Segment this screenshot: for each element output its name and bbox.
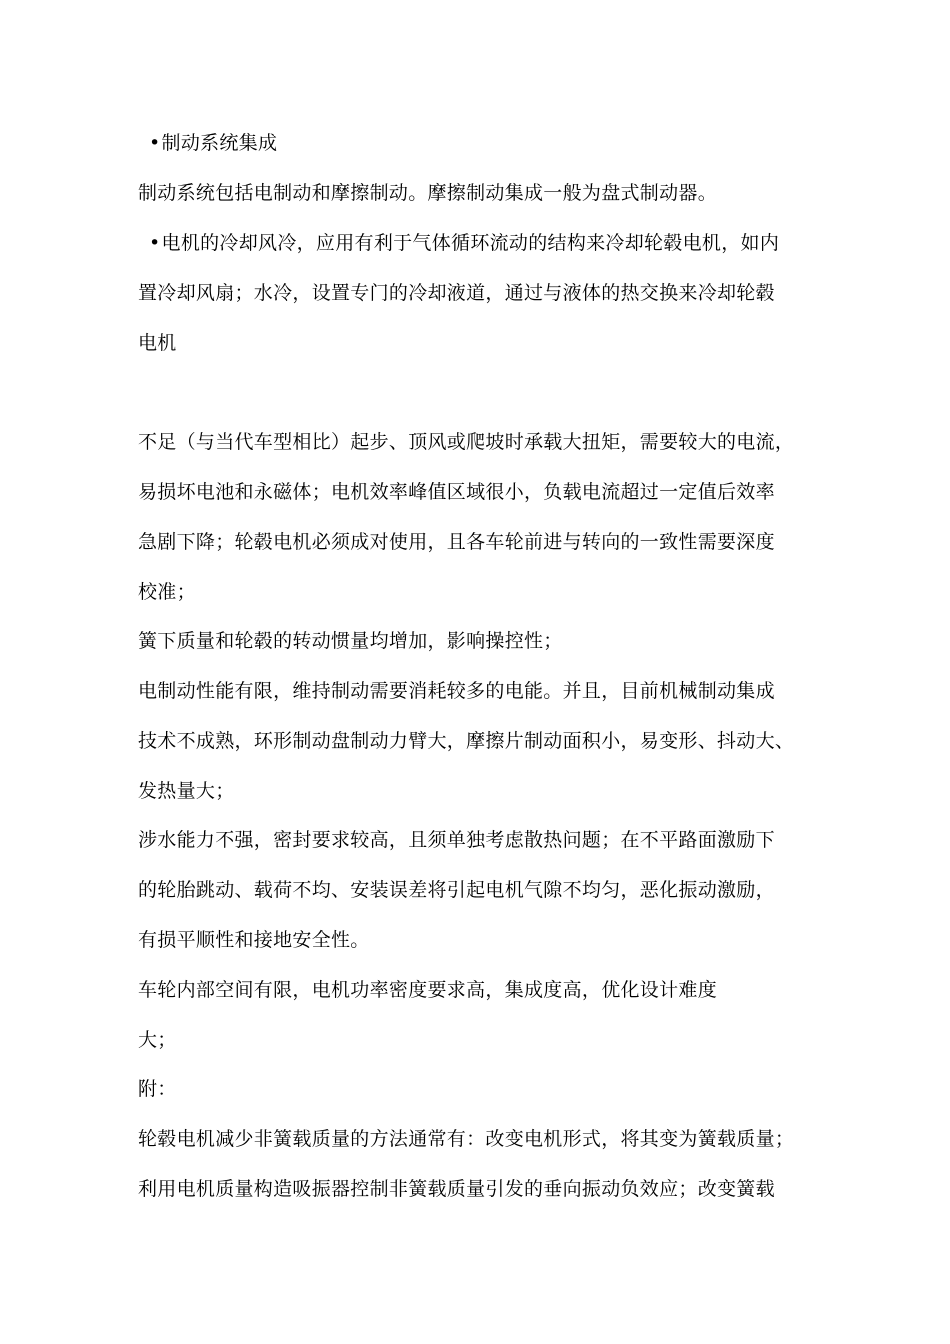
text-line: 置冷却风扇；水冷，设置专门的冷却液道，通过与液体的热交换来冷却轮毂 bbox=[138, 282, 775, 304]
text-line: 电制动性能有限，维持制动需要消耗较多的电能。并且，目前机械制动集成 bbox=[138, 680, 775, 702]
text-line: 电机的冷却风冷，应用有利于气体循环流动的结构来冷却轮毂电机，如内 bbox=[161, 232, 780, 254]
text-line: 易损坏电池和永磁体；电机效率峰值区域很小，负载电流超过一定值后效率 bbox=[138, 481, 775, 503]
bullet-line-cooling bbox=[149, 231, 779, 255]
text-line: 车轮内部空间有限，电机功率密度要求高，集成度高，优化设计难度 bbox=[138, 979, 718, 1001]
bullet-line-braking-heading bbox=[149, 131, 277, 155]
text-line: 校准； bbox=[138, 581, 196, 603]
text-line: 簧下质量和轮毂的转动惯量均增加，影响操控性； bbox=[138, 630, 563, 652]
text-line: 轮毂电机减少非簧载质量的方法通常有：改变电机形式，将其变为簧载质量； bbox=[138, 1128, 795, 1150]
text-line: 制动系统集成 bbox=[161, 132, 278, 154]
text-line: 的轮胎跳动、载荷不均、安装误差将引起电机气隙不均匀，恶化振动激励， bbox=[138, 879, 775, 901]
text-line: 电机 bbox=[138, 332, 177, 354]
text-line: 急剧下降；轮毂电机必须成对使用，且各车轮前进与转向的一致性需要深度 bbox=[138, 531, 775, 553]
text-line: 有损平顺性和接地安全性。 bbox=[138, 929, 370, 951]
bullet-icon: • bbox=[149, 132, 161, 154]
text-line: 附： bbox=[138, 1078, 177, 1100]
text-line: 技术不成熟，环形制动盘制动力臂大，摩擦片制动面积小，易变形、抖动大、 bbox=[138, 730, 795, 752]
text-line: 制动系统包括电制动和摩擦制动。摩擦制动集成一般为盘式制动器。 bbox=[138, 182, 718, 204]
text-line: 涉水能力不强，密封要求较高，且须单独考虑散热问题；在不平路面激励下 bbox=[138, 829, 775, 851]
text-line: 大； bbox=[138, 1029, 177, 1051]
text-line: 利用电机质量构造吸振器控制非簧载质量引发的垂向振动负效应；改变簧载 bbox=[138, 1178, 775, 1200]
text-line: 不足（与当代车型相比）起步、顶风或爬坡时承载大扭矩，需要较大的电流， bbox=[138, 431, 795, 453]
bullet-icon: • bbox=[149, 232, 161, 254]
text-line: 发热量大； bbox=[138, 780, 235, 802]
